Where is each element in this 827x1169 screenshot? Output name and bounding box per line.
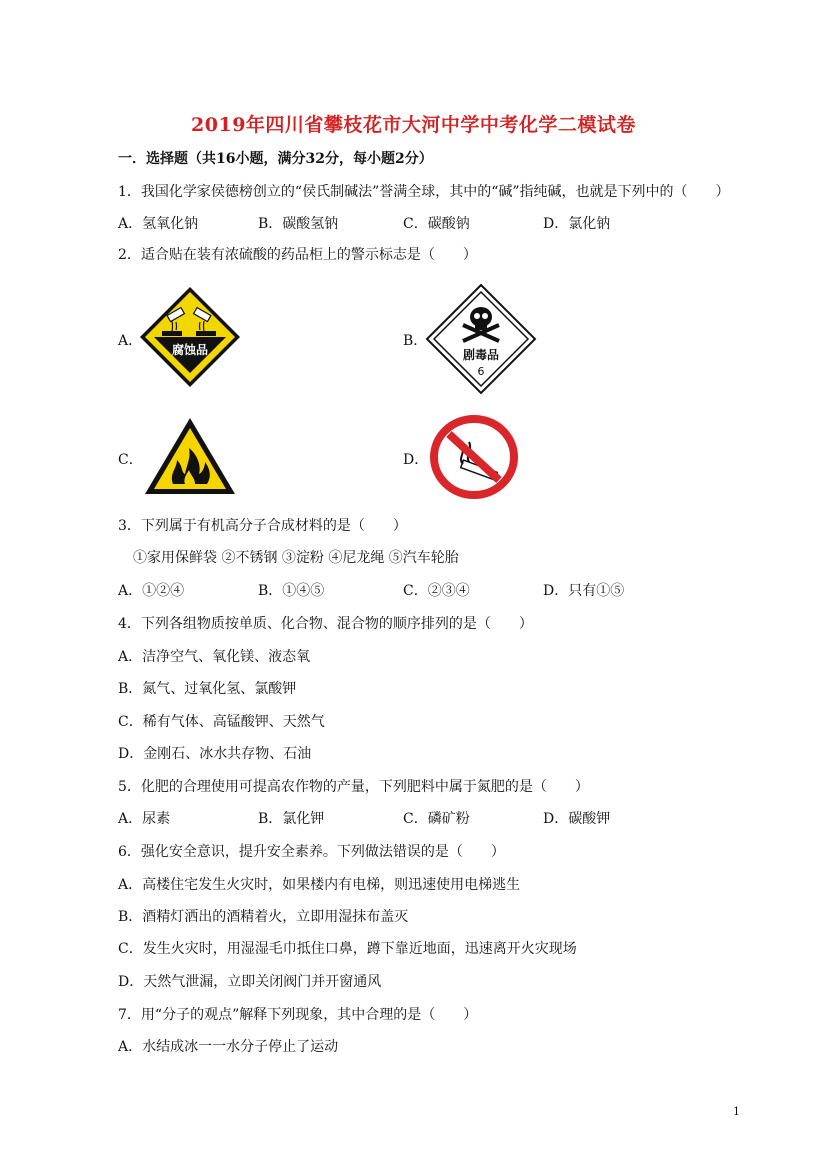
q5-option-b: B．氯化钾	[258, 811, 325, 827]
question-4-stem: 4．下列各组物质按单质、化合物、混合物的顺序排列的是（ ）	[118, 616, 533, 632]
page-number: 1	[733, 1105, 740, 1118]
q2-label-b: B．	[403, 333, 428, 349]
flammable-sign-icon	[143, 416, 237, 496]
toxic-sign-text: 剧毒品	[462, 348, 500, 362]
toxic-sign-number: 6	[477, 365, 485, 378]
q3-option-b: B．①④⑤	[258, 583, 325, 599]
q1-option-b: B．碳酸氢钠	[258, 216, 339, 232]
q5-option-a: A．尿素	[118, 811, 171, 827]
toxic-sign-icon	[425, 283, 537, 395]
q5-option-c: C．磷矿粉	[403, 811, 470, 827]
q3-option-c: C．②③④	[403, 583, 470, 599]
section-heading: 一．选择题（共16小题，满分32分，每小题2分）	[118, 151, 433, 167]
q2-label-a: A．	[118, 333, 143, 349]
no-smoking-sign-icon	[427, 412, 521, 502]
q7-option-a: A．水结成冰一一水分子停止了运动	[118, 1039, 339, 1055]
q4-option-d: D．金刚石、冰水共存物、石油	[118, 746, 312, 762]
q4-option-b: B．氮气、过氧化氢、氯酸钾	[118, 681, 297, 697]
question-6-stem: 6．强化安全意识，提升安全素养。下列做法错误的是（ ）	[118, 844, 505, 860]
q4-option-a: A．洁净空气、氧化镁、液态氧	[118, 649, 311, 665]
question-1-stem: 1．我国化学家侯德榜创立的“侯氏制碱法”誉满全球，其中的“碱”指纯碱，也就是下列中的（ ）	[118, 184, 730, 200]
q1-option-a: A．氢氧化钠	[118, 216, 199, 232]
question-3-stem: 3．下列属于有机高分子合成材料的是（ ）	[118, 518, 407, 534]
corrosive-sign-icon	[138, 285, 242, 389]
question-5-stem: 5．化肥的合理使用可提高农作物的产量，下列肥料中属于氮肥的是（ ）	[118, 779, 589, 795]
q6-option-d: D．天然气泄漏，立即关闭阀门并开窗通风	[118, 974, 382, 990]
page-title: 2019年四川省攀枝花市大河中学中考化学二模试卷	[191, 114, 636, 136]
q6-option-b: B．酒精灯洒出的酒精着火，立即用湿抹布盖灭	[118, 909, 409, 925]
q3-items: ①家用保鲜袋 ②不锈钢 ③淀粉 ④尼龙绳 ⑤汽车轮胎	[133, 550, 459, 566]
corrosive-sign-text: 腐蚀品	[171, 343, 209, 357]
q6-option-c: C．发生火灾时，用湿湿毛巾抵住口鼻，蹲下靠近地面，迅速离开火灾现场	[118, 941, 577, 957]
q1-option-d: D．氯化钠	[543, 216, 611, 232]
q3-option-d: D．只有①⑤	[543, 583, 625, 599]
q3-option-a: A．①②④	[118, 583, 185, 599]
q2-label-c: C．	[118, 452, 143, 468]
q5-option-d: D．碳酸钾	[543, 811, 611, 827]
q4-option-c: C．稀有气体、高锰酸钾、天然气	[118, 714, 325, 730]
q1-option-c: C．碳酸钠	[403, 216, 470, 232]
question-7-stem: 7．用“分子的观点”解释下列现象，其中合理的是（ ）	[118, 1007, 478, 1023]
q6-option-a: A．高楼住宅发生火灾时，如果楼内有电梯，则迅速使用电梯逃生	[118, 877, 521, 893]
question-2-stem: 2．适合贴在装有浓硫酸的药品柜上的警示标志是（ ）	[118, 247, 477, 263]
q2-label-d: D．	[403, 452, 429, 468]
